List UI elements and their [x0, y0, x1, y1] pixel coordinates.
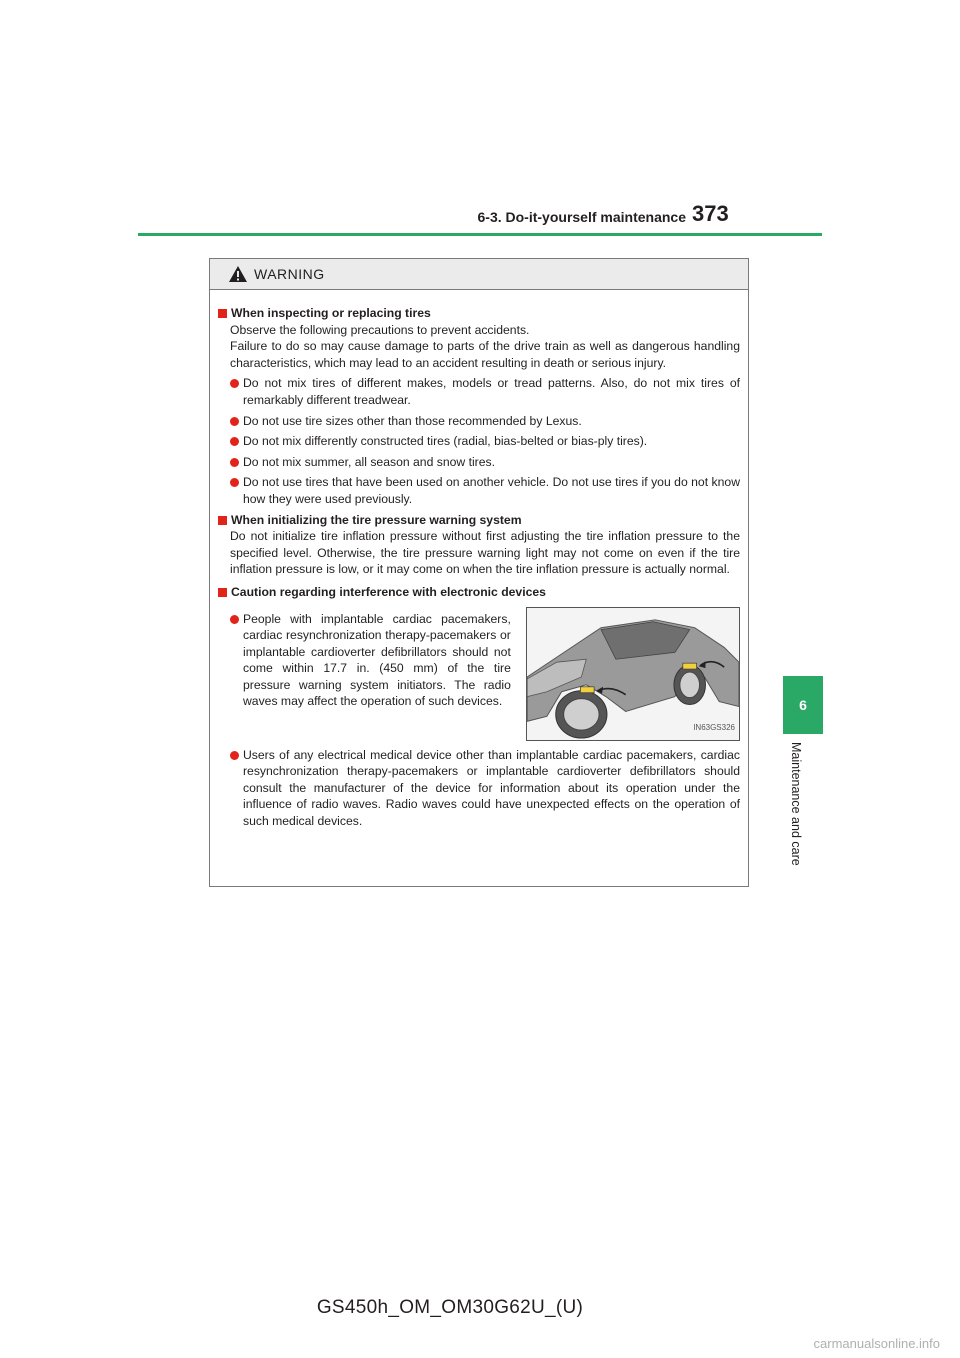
red-bullet-icon [230, 437, 239, 446]
red-bullet-icon [230, 478, 239, 487]
car-initiator-illustration [526, 607, 740, 741]
watermark: carmanualsonline.info [813, 1336, 940, 1351]
list-item: Do not mix summer, all season and snow tires. [230, 454, 740, 471]
paragraph: Failure to do so may cause damage to parts of the drive train as well as dangerous handling characteristics, which may lead to an accident resulting in death or serious injury. [230, 339, 740, 370]
red-square-icon [218, 516, 227, 525]
warning-triangle-icon [228, 265, 248, 283]
red-bullet-icon [230, 615, 239, 624]
section-heading: Caution regarding interference with electronic devices [218, 584, 740, 601]
image-code: IN63GS326 [693, 722, 735, 732]
header-rule [138, 233, 822, 236]
section-title: 6-3. Do-it-yourself maintenance [477, 209, 686, 225]
list-item: Do not use tires that have been used on another vehicle. Do not use tires if you do not know how they were used previously. [230, 474, 740, 507]
list-item: Users of any electrical medical device other than implantable cardiac pacemakers, cardiac resynchronization therapy-pacemakers or implantable cardioverter defibrillators should consult the manufacturer of the device for information about its operation under the influence of radio waves. Radio waves could have unexpected effects on the operation of such medical devices. [230, 747, 740, 830]
list-item: People with implantable cardiac pacemakers, cardiac resynchronization therapy-pacemakers or implantable cardioverter defibrillators should not come within 17.7 in. (450 mm) of the tire pressure warning system initiators. The radio waves may affect the operation of such devices. [230, 611, 511, 711]
red-bullet-icon [230, 417, 239, 426]
warning-box [209, 258, 749, 887]
red-bullet-icon [230, 458, 239, 467]
list-item: Do not mix differently constructed tires (radial, bias-belted or bias-ply tires). [230, 433, 740, 450]
paragraph: Do not initialize tire inflation pressure without first adjusting the tire inflation pressure to the specified level. Otherwise, the tire pressure warning light may not come on even if the tire inflation pressure is low, or it may come on when the tire inflation pressure is actually normal. [230, 529, 740, 577]
red-bullet-icon [230, 751, 239, 760]
page-number: 373 [692, 201, 729, 226]
section-heading: When initializing the tire pressure warning system [218, 512, 740, 529]
list-item: Do not mix tires of different makes, models or tread patterns. Also, do not mix tires of remarkably different treadwear. [230, 375, 740, 408]
section-heading: When inspecting or replacing tires [218, 305, 740, 322]
warning-header [210, 259, 748, 290]
red-bullet-icon [230, 379, 239, 388]
warning-title: WARNING [254, 266, 325, 282]
bullet-with-image [218, 607, 740, 741]
paragraph: Observe the following precautions to prevent accidents. [230, 322, 530, 337]
warning-body [210, 290, 748, 829]
chapter-number: 6 [799, 697, 807, 713]
red-square-icon [218, 309, 227, 318]
document-code-footer: GS450h_OM_OM30G62U_(U) [316, 1297, 584, 1318]
list-item: Do not use tire sizes other than those recommended by Lexus. [230, 413, 740, 430]
chapter-tab [783, 676, 823, 734]
chapter-label: Maintenance and care [789, 742, 803, 866]
red-square-icon [218, 588, 227, 597]
